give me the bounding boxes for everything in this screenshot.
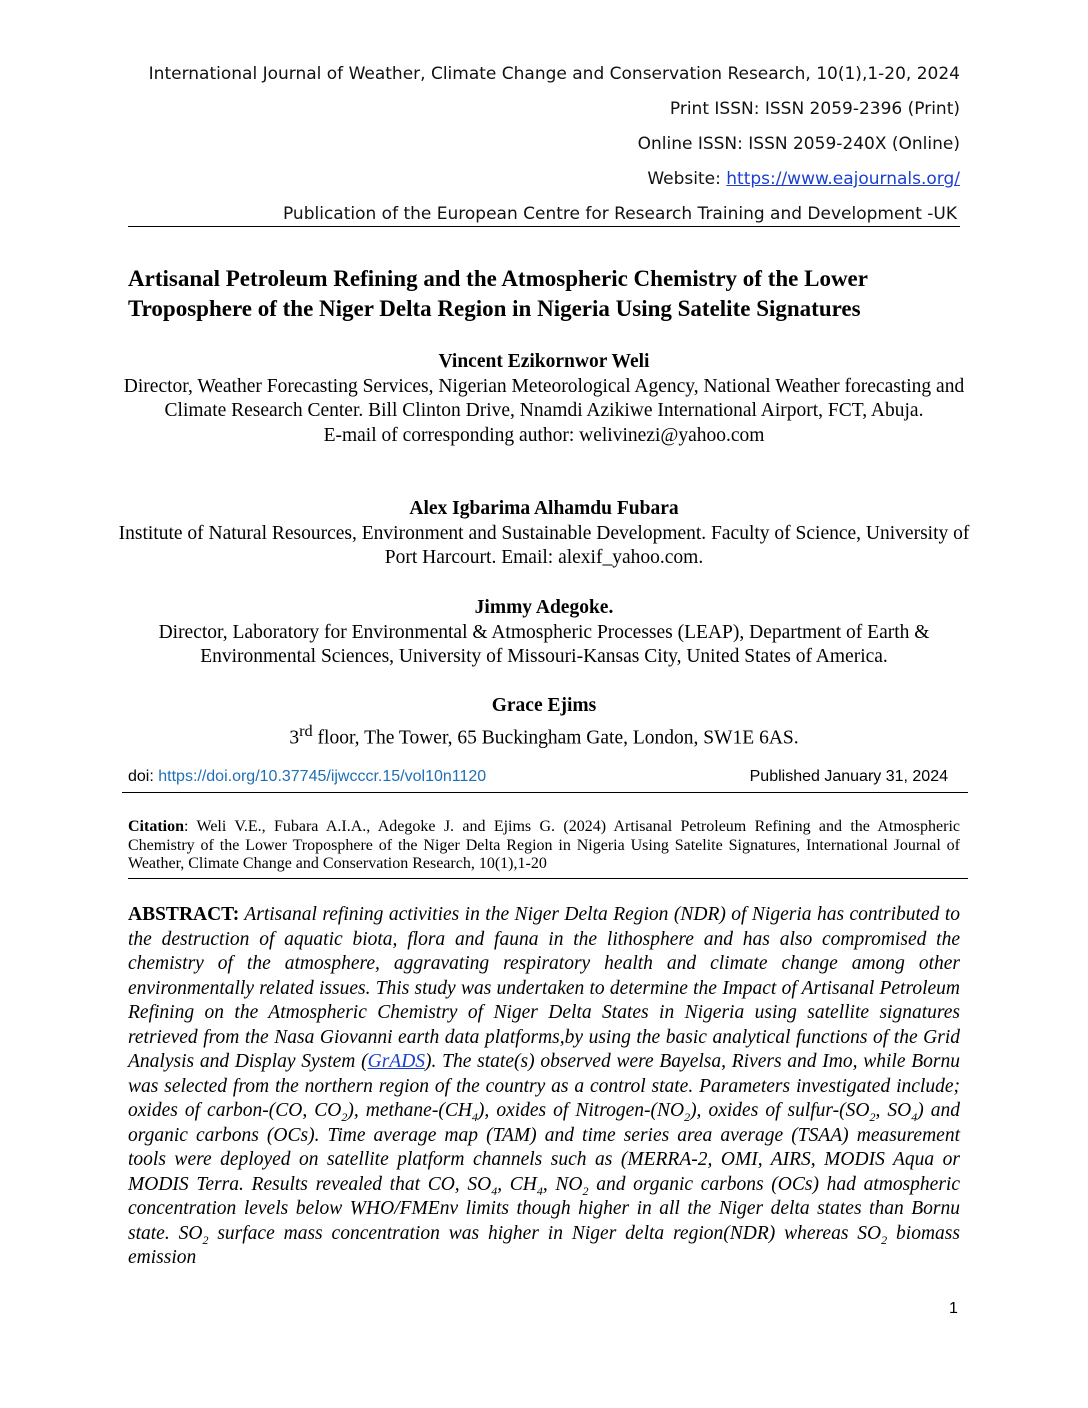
author-affiliation: Director, Laboratory for Environmental & Atmospheric Processes (LEAP), Department of Earth & Environmental Sciences, University of Missouri-Kansas City, United States of America. — [158, 621, 930, 667]
author-name: Jimmy Adegoke. — [474, 597, 614, 618]
doi-row — [128, 768, 960, 786]
author-name: Grace Ejims — [491, 695, 597, 716]
grads-link[interactable]: GrADS — [367, 1051, 426, 1072]
citation-label: Citation — [128, 818, 184, 835]
author-email: E-mail of corresponding author: welivinezi@yahoo.com — [323, 424, 765, 446]
website-label: Website: — [647, 169, 727, 189]
address-part: 3 — [289, 727, 300, 748]
citation-text: : Weli V.E., Fubara A.I.A., Adegoke J. and Ejims G. (2024) Artisanal Petroleum Refining and the Atmospheric Chemistry of the Lower Troposphere of the Niger Delta Region in Nigeria Using Satelite Signatures, International Journal of Weather, Climate Change and Conservation Research, 10(1),1-20 — [128, 818, 960, 872]
address-part: floor, The Tower, 65 Buckingham Gate, London, SW1E 6AS. — [312, 727, 799, 748]
website-link[interactable]: https://www.eajournals.org/ — [726, 169, 960, 189]
abstract — [128, 903, 960, 1271]
online-issn: Online ISSN: ISSN 2059-240X (Online) — [637, 134, 960, 154]
paper-title: Artisanal Petroleum Refining and the Atmospheric Chemistry of the Lower Troposphere of the Niger Delta Region in Nigeria Using Satelite Signatures — [128, 266, 868, 321]
author-1 — [118, 350, 970, 448]
abstract-label: ABSTRACT: — [128, 904, 240, 925]
print-issn: Print ISSN: ISSN 2059-2396 (Print) — [669, 99, 960, 119]
published-date: Published January 31, 2024 — [749, 768, 948, 785]
header-rule — [128, 226, 960, 227]
author-affiliation: Director, Weather Forecasting Services, Nigerian Meteorological Agency, National Weather forecasting and Climate Research Center. Bill Clinton Drive, Nnamdi Azikiwe International Airport, FCT, Abuja. — [123, 375, 965, 421]
author-address — [118, 719, 970, 751]
doi-rule — [122, 792, 968, 793]
address-superscript: rd — [299, 721, 313, 740]
author-name: Alex Igbarima Alhamdu Fubara — [409, 498, 679, 519]
author-3 — [118, 596, 970, 670]
author-name: Vincent Ezikornwor Weli — [438, 351, 650, 372]
website-line — [647, 169, 960, 189]
publisher-line: Publication of the European Centre for Research Training and Development -UK — [282, 204, 957, 224]
doi-link[interactable]: https://doi.org/10.37745/ijwcccr.15/vol10n1120 — [158, 768, 487, 785]
citation — [128, 818, 960, 874]
citation-rule — [128, 878, 968, 879]
journal-line: International Journal of Weather, Climate Change and Conservation Research, 10(1),1-20, 2024 — [148, 64, 960, 84]
author-2 — [118, 497, 970, 571]
abstract-body: Artisanal refining activities in the Niger Delta Region (NDR) of Nigeria has contributed to the destruction of aquatic biota, flora and fauna in the lithosphere and has also compromised the chemistry of the atmosphere, aggravating respiratory health and climate change among other environmentally related issues. This study was undertaken to determine the Impact of Artisanal Petroleum Refining on the Atmospheric Chemistry of Niger Delta States in Nigeria using satellite signatures retrieved from the Nasa Giovanni earth data platforms,by using the basic analytical functions of the Grid Analysis and Display System (GrADS). The state(s) observed were Bayelsa, Rivers and Imo, while Bornu was selected from the northern region of the country as a control state. Parameters investigated include; oxides of carbon-(CO, $CO_2$), methane-$(CH_4)$, oxides of Nitrogen-$(NO_2)$, oxides of sulfur-($SO_2$, $SO_4$) and organic carbons (OCs). Time average map (TAM) and time series area average (TSAA) measurement tools were deployed on satellite platform channels such as (MERRA-2, OMI, AIRS, MODIS Aqua or MODIS Terra. Results revealed that CO, $SO_4$, $CH_4$, $NO_2$ and organic carbons (OCs) had atmospheric concentration levels below WHO/FMEnv limits though higher in all the Niger delta states than Bornu state. $SO_2$ surface mass concentration was higher in Niger delta region(NDR) whereas $SO_2$ biomass emission — [128, 904, 960, 1268]
page-number: 1 — [949, 1300, 958, 1317]
doi-label: doi: — [128, 768, 159, 785]
author-affiliation: Institute of Natural Resources, Environment and Sustainable Development. Faculty of Science, University of Port Harcourt. Email: alexif_yahoo.com. — [118, 522, 970, 568]
author-4 — [118, 694, 970, 751]
